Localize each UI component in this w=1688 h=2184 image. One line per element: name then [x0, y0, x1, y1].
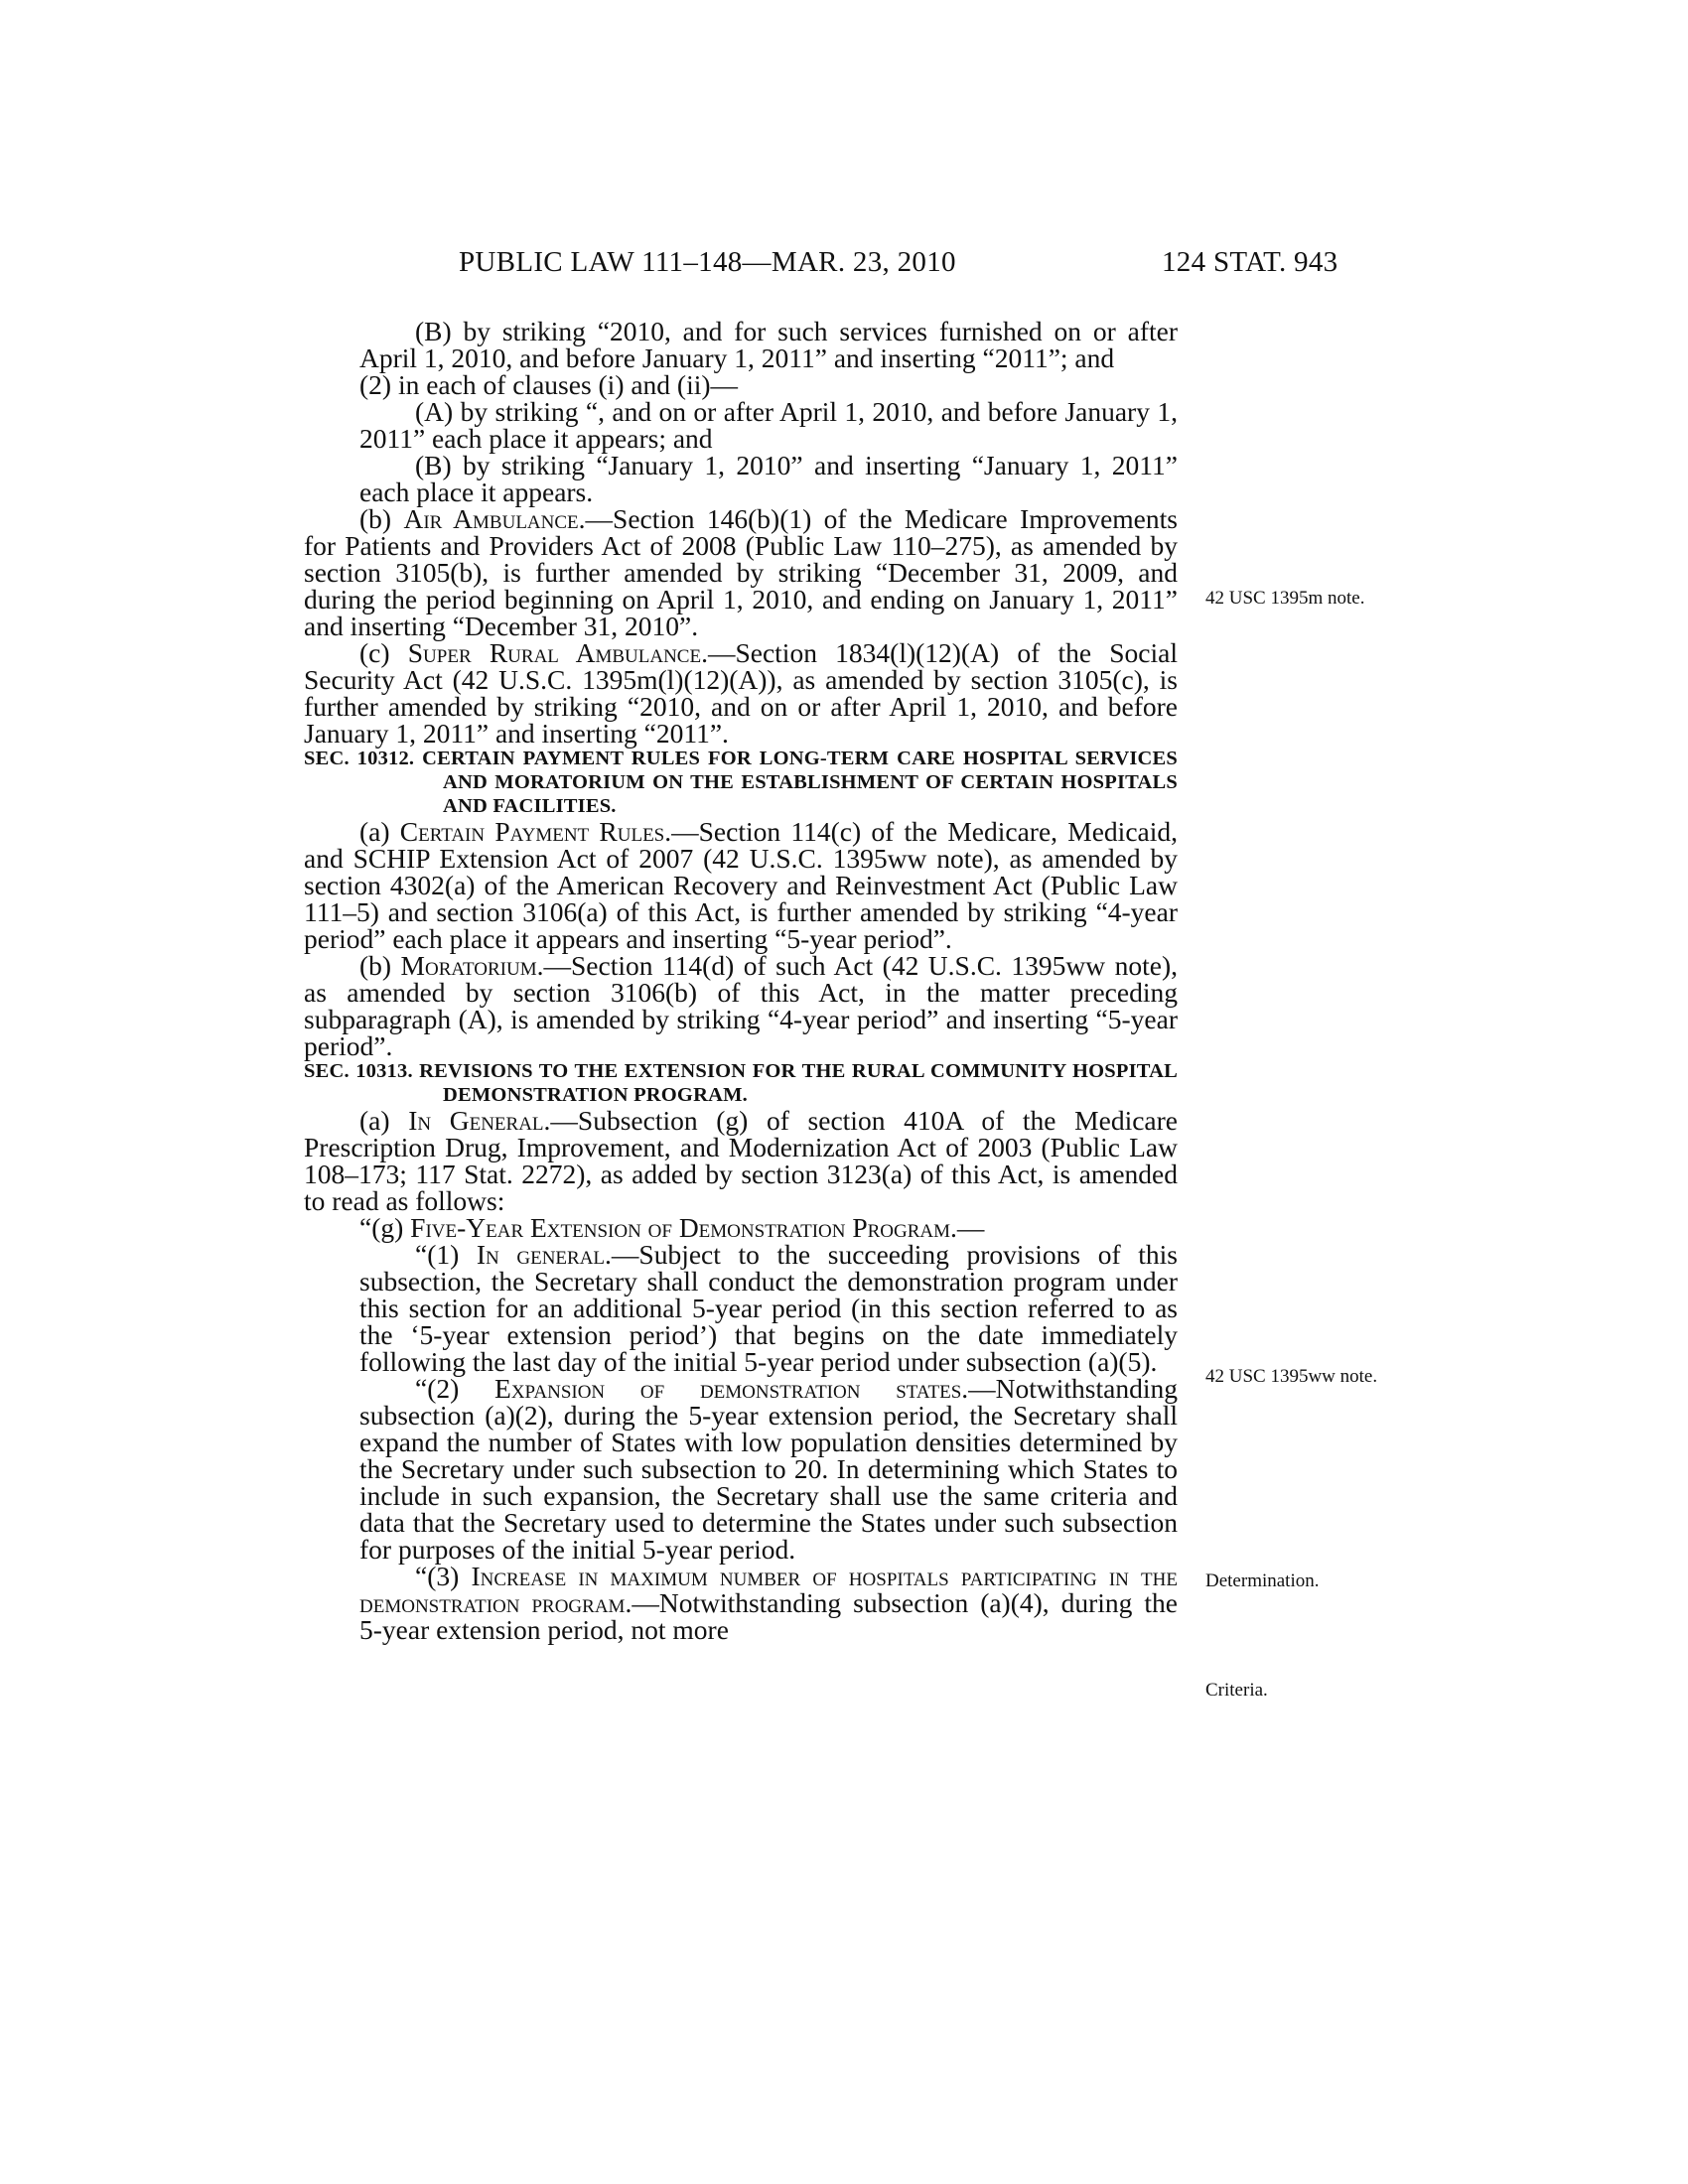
subsection-caption: Certain Payment Rules	[399, 816, 665, 847]
margin-note-determination: Determination.	[1205, 1570, 1320, 1591]
paragraph-body: .—Notwithstanding subsection (a)(2), during the 5-year extension period, the Secretary shall expand the number of States with low population densities determined by the Secretary under such subsection to 20. In determining which States to include in such expansion, the Secretary shall use the same criteria and data that the Secretary used to determine the States under such subsection for purposes of the initial 5-year period.	[359, 1373, 1178, 1565]
stat-page-number: 124 STAT. 943	[1162, 246, 1338, 278]
margin-note-criteria: Criteria.	[1205, 1680, 1268, 1701]
subsection-body: .—Section 114(c) of the Medicare, Medicaid, and SCHIP Extension Act of 2007 (42 U.S.C. 1395ww note), as amended by section 4302(a) of the American Recovery and Reinvestment Act (Public Law 111–5) and section 3106(a) of this Act, is further amended by striking “4-year period” each place it appears and inserting “5-year period”.	[304, 816, 1178, 954]
subsection-label: (b)	[359, 503, 404, 534]
subsection-g-five-year	[304, 1214, 1178, 1241]
subsection-label: (c)	[359, 637, 408, 668]
clause-a-striking: (A) by striking “, and on or after April 1, 2010, and before January 1, 2011” each place it appears; and	[359, 396, 1178, 454]
paragraph-1-in-general	[304, 1241, 1178, 1375]
section-heading-10312: SEC. 10312. CERTAIN PAYMENT RULES FOR LONG-TERM CARE HOSPITAL SERVICES AND MORATORIUM ON THE ESTABLISHMENT OF CERTAIN HOSPITALS AND FACILITIES.	[304, 748, 1178, 817]
paragraph-2: (2) in each of clauses (i) and (ii)—	[359, 369, 739, 400]
subsection-body: .—Section 1834(l)(12)(A) of the Social Security Act (42 U.S.C. 1395m(l)(12)(A)), as amended by section 3105(c), is further amended by striking “2010, and on or after April 1, 2010, and before January 1, 2011” and inserting “2011”.	[304, 637, 1178, 749]
subsection-b-moratorium	[304, 952, 1178, 1059]
margin-note-usc-1395ww: 42 USC 1395ww note.	[1205, 1366, 1378, 1387]
paragraph-3-increase	[304, 1563, 1178, 1643]
subsection-caption: Moratorium	[400, 950, 537, 981]
paragraph-caption: Increase in maximum number of hospitals participating in the demonstration program	[359, 1561, 1178, 1618]
subsection-body: .—Subsection (g) of section 410A of the Medicare Prescription Drug, Improvement, and Modernization Act of 2003 (Public Law 108–173; 117 Stat. 2272), as added by section 3123(a) of this Act, is amended to read as follows:	[304, 1105, 1178, 1216]
subsection-b-air-ambulance	[304, 505, 1178, 639]
paragraph-2-expansion	[304, 1375, 1178, 1563]
subsection-a-payment-rules	[304, 818, 1178, 952]
running-title: PUBLIC LAW 111–148—MAR. 23, 2010	[459, 246, 956, 278]
paragraph-label: “(1)	[415, 1239, 477, 1270]
subsection-caption: Air Ambulance	[403, 503, 579, 534]
subsection-a-in-general	[304, 1107, 1178, 1214]
subsection-body: .—	[950, 1212, 985, 1243]
subsection-label: “(g)	[359, 1212, 411, 1243]
subsection-body: .—Section 146(b)(1) of the Medicare Improvements for Patients and Providers Act of 2008 (Public Law 110–275), as amended by section 3105(b), is further amended by striking “December 31, 2009, and during the period beginning on April 1, 2010, and ending on January 1, 2011” and inserting “December 31, 2010”.	[304, 503, 1178, 641]
running-header	[0, 246, 1688, 286]
subsection-body: .—Section 114(d) of such Act (42 U.S.C. 1395ww note), as amended by section 3106(b) of this Act, in the matter preceding subparagraph (A), is amended by striking “4-year period” and inserting “5-year period”.	[304, 950, 1178, 1061]
clause-b-striking: (B) by striking “2010, and for such services furnished on or after April 1, 2010, and before January 1, 2011” and inserting “2011”; and	[359, 316, 1178, 373]
paragraph-body: .—Subject to the succeeding provisions of this subsection, the Secretary shall conduct the demonstration program under this section for an additional 5-year period (in this section referred to as the ‘5-year extension period’) that begins on the date immediately following the last day of the initial 5-year period under subsection (a)(5).	[359, 1239, 1178, 1377]
paragraph-caption: Expansion of demonstration states	[494, 1373, 962, 1404]
paragraph-caption: In general	[476, 1239, 606, 1270]
subsection-label: (a)	[359, 1105, 409, 1136]
section-heading-10313: SEC. 10313. REVISIONS TO THE EXTENSION FOR THE RURAL COMMUNITY HOSPITAL DEMONSTRATION PROGRAM.	[304, 1060, 1178, 1106]
clause-b-january: (B) by striking “January 1, 2010” and inserting “January 1, 2011” each place it appears.	[359, 450, 1178, 507]
paragraph-label: “(3)	[415, 1561, 472, 1591]
subsection-caption: Five-Year Extension of Demonstration Program	[410, 1212, 951, 1243]
paragraph-body: .—Notwithstanding subsection (a)(4), during the 5-year extension period, not more	[359, 1587, 1178, 1645]
subsection-label: (a)	[359, 816, 400, 847]
margin-note-usc-1395m: 42 USC 1395m note.	[1205, 588, 1365, 609]
statute-text	[304, 318, 1178, 1643]
subsection-label: (b)	[359, 950, 401, 981]
subsection-c-super-rural	[304, 639, 1178, 747]
subsection-caption: In General	[408, 1105, 544, 1136]
subsection-caption: Super Rural Ambulance	[407, 637, 702, 668]
paragraph-label: “(2)	[415, 1373, 495, 1404]
